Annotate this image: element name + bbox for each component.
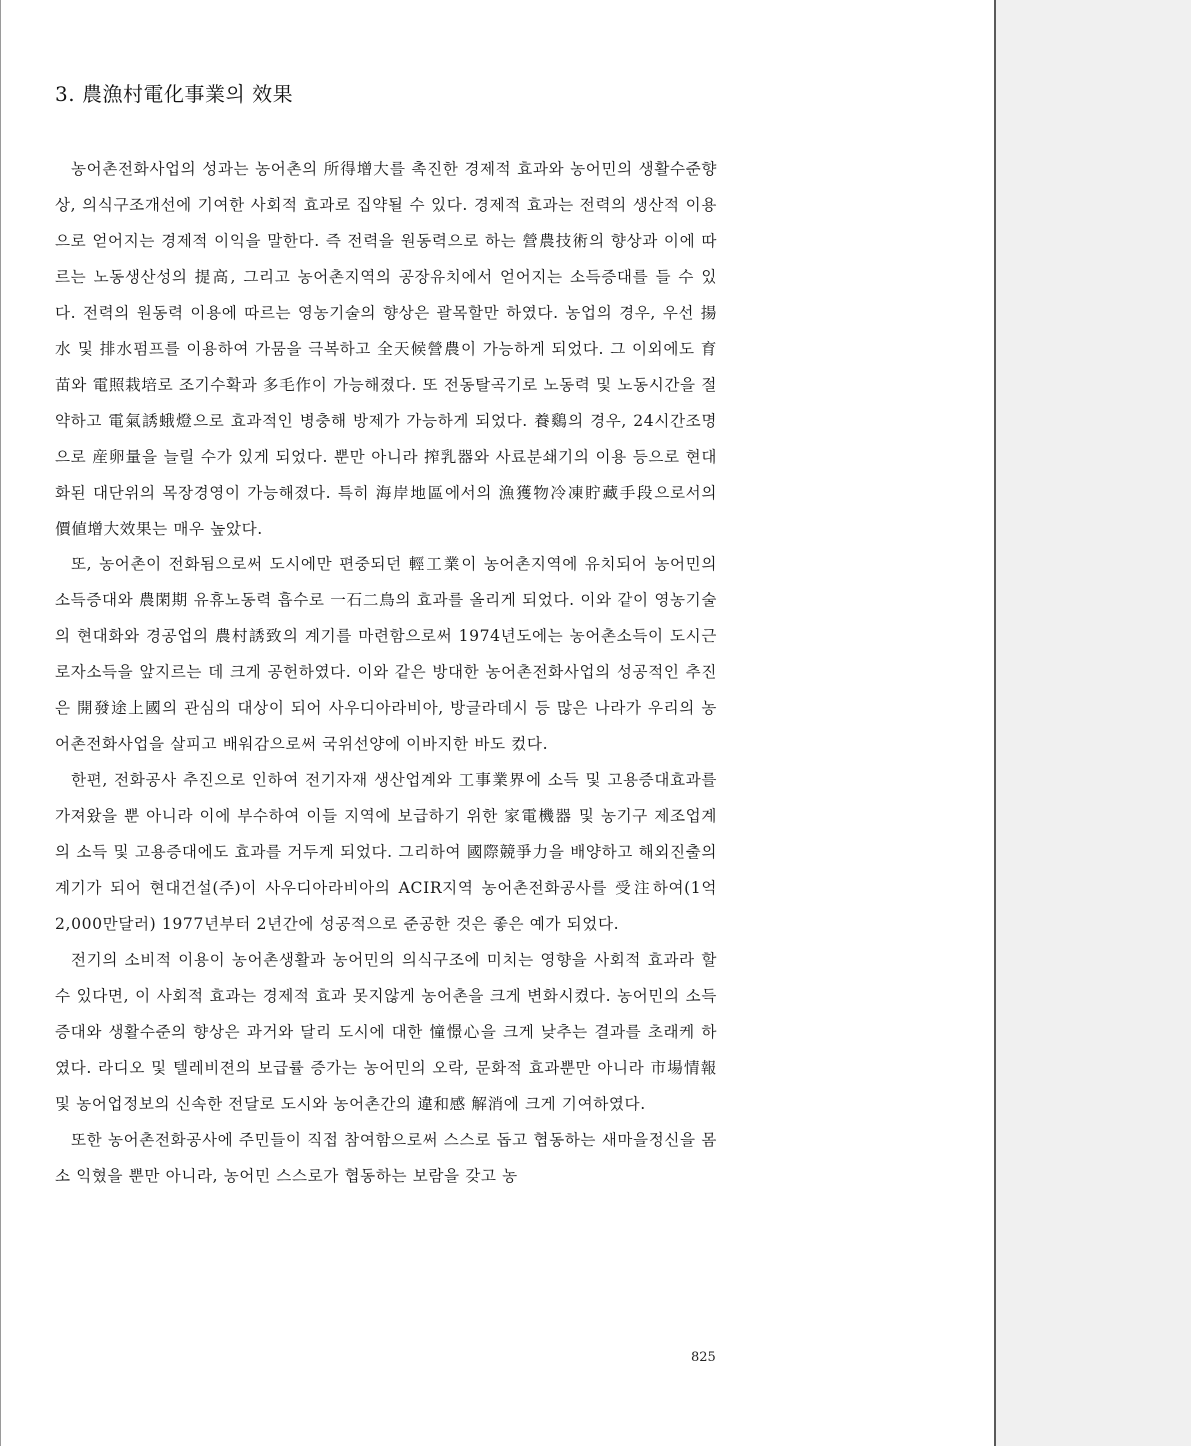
page-content xyxy=(55,78,717,1195)
paragraph-light-industry: 또, 농어촌이 전화됨으로써 도시에만 편중되던 輕工業이 농어촌지역에 유치되어 농어민의 소득증대와 農閑期 유휴노동력 흡수로 一石二鳥의 효과를 올리게 되었다. 이와 같이 영농기술의 현대화와 경공업의 農村誘致의 계기를 마련함으로써 1974년도에는 농어촌소득이 도시근로자소득을 앞지르는 데 크게 공헌하였다. 이와 같은 방대한 농어촌전화사업의 성공적인 추진은 開發途上國의 관심의 대상이 되어 사우디아라비아, 방글라데시 등 많은 나라가 우리의 농어촌전화사업을 살피고 배워감으로써 국위선양에 이바지한 바도 컸다. xyxy=(55,555,717,754)
section-title: 3. 農漁村電化事業의 效果 xyxy=(55,82,294,106)
body-text xyxy=(55,152,717,1195)
paragraph-industry-employment: 한편, 전화공사 추진으로 인하여 전기자재 생산업계와 工事業界에 소득 및 고용증대효과를 가져왔을 뿐 아니라 이에 부수하여 이들 지역에 보급하기 위한 家電機器 및 농기구 제조업계의 소득 및 고용증대에도 효과를 거두게 되었다. 그리하여 國際競爭力을 배양하고 해외진출의 계기가 되어 현대건설(주)이 사우디아라비아의 ACIR지역 농어촌전화공사를 受注하여(1억2,000만달러) 1977년부터 2년간에 성공적으로 준공한 것은 좋은 예가 되었다. xyxy=(55,771,717,934)
paragraph-saemaul-spirit: 또한 농어촌전화공사에 주민들이 직접 참여함으로써 스스로 돕고 협동하는 새마을정신을 몸소 익혔을 뿐만 아니라, 농어민 스스로가 협동하는 보람을 갖고 농 xyxy=(55,1130,717,1185)
paragraph-social-effects: 전기의 소비적 이용이 농어촌생활과 농어민의 의식구조에 미치는 영향을 사회적 효과라 할 수 있다면, 이 사회적 효과는 경제적 효과 못지않게 농어촌을 크게 변화시켰다. 농어민의 소득증대와 생활수준의 향상은 과거와 달리 도시에 대한 憧憬心을 크게 낮추는 결과를 초래케 하였다. 라디오 및 텔레비젼의 보급률 증가는 농어민의 오락, 문화적 효과뿐만 아니라 市場情報 및 농어업정보의 신속한 전달로 도시와 농어촌간의 違和感 解消에 크게 기여하였다. xyxy=(55,950,717,1113)
viewer-background xyxy=(996,0,1191,1446)
paragraph-economic-effects: 농어촌전화사업의 성과는 농어촌의 所得增大를 촉진한 경제적 효과와 농어민의 생활수준향상, 의식구조개선에 기여한 사회적 효과로 집약될 수 있다. 경제적 효과는 전력의 생산적 이용으로 얻어지는 경제적 이익을 말한다. 즉 전력을 원동력으로 하는 營農技術의 향상과 이에 따르는 노동생산성의 提高, 그리고 농어촌지역의 공장유치에서 얻어지는 소득증대를 들 수 있다. 전력의 원동력 이용에 따르는 영농기술의 향상은 괄목할만 하였다. 농업의 경우, 우선 揚水 및 排水펌프를 이용하여 가뭄을 극복하고 全天候營農이 가능하게 되었다. 그 이외에도 育苗와 電照栽培로 조기수확과 多毛作이 가능해졌다. 또 전동탈곡기로 노동력 및 노동시간을 절약하고 電氣誘蛾燈으로 효과적인 병충해 방제가 가능하게 되었다. 養鷄의 경우, 24시간조명으로 産卵量을 늘릴 수가 있게 되었다. 뿐만 아니라 搾乳器와 사료분쇄기의 이용 등으로 현대화된 대단위의 목장경영이 가능해졌다. 특히 海岸地區에서의 漁獲物冷凍貯藏手段으로서의 價値增大效果는 매우 높았다. xyxy=(55,160,717,538)
page-number: 825 xyxy=(691,1350,716,1365)
